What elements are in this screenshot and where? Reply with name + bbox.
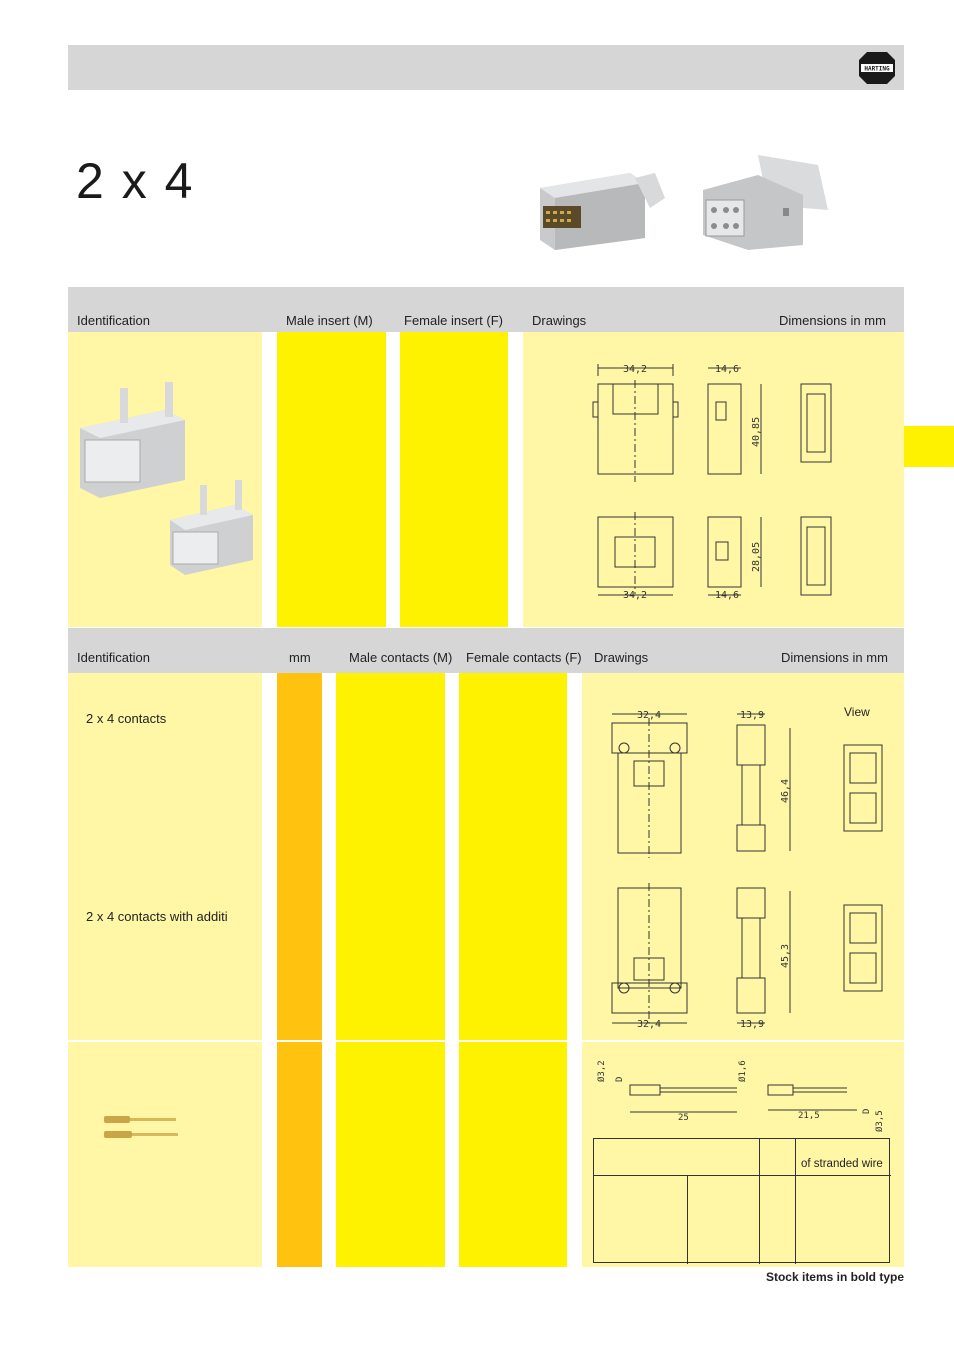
section1-male-cell — [277, 332, 386, 627]
section1-col-male: Male insert (M) — [286, 313, 373, 328]
wire-table-vline-3 — [687, 1175, 688, 1264]
dim-d3: Ø3,5 — [875, 1110, 885, 1132]
section2-col-drawings: Drawings — [594, 650, 649, 665]
product-photo-female — [698, 150, 838, 255]
wire-table-cell-stranded: of stranded wire — [801, 1158, 883, 1170]
dim-height-a: 46,4 — [780, 778, 791, 803]
dim-d2: Ø1,6 — [738, 1060, 748, 1082]
section2-drawings — [582, 673, 904, 1040]
header-bar — [68, 45, 904, 90]
section1-col-identification: Identification — [77, 313, 150, 328]
section1-col-drawings: Drawings — [532, 313, 587, 328]
dim-d-label-female: D — [862, 1108, 872, 1114]
section1-col-female: Female insert (F) — [404, 313, 503, 328]
wire-table-hline — [594, 1175, 891, 1176]
section2-header — [68, 628, 904, 673]
section1-gap-3 — [508, 332, 523, 627]
section1-gap-2 — [386, 332, 400, 627]
dim-len-male: 25 — [678, 1113, 689, 1123]
dim-d-label-male: D — [615, 1076, 625, 1082]
dim-height-bottom: 28,05 — [751, 541, 762, 572]
contacts-photo — [100, 1112, 182, 1149]
dim-d1: Ø3,2 — [597, 1060, 607, 1082]
chapter-tab — [904, 426, 954, 467]
section2-col-mm: mm — [289, 650, 311, 665]
wire-table — [593, 1138, 890, 1263]
dim-depth-a: 13,9 — [740, 710, 765, 721]
section1-header — [68, 287, 904, 332]
section1-drawings — [523, 332, 904, 627]
section2-col-identification: Identification — [77, 650, 150, 665]
section2-female-cell — [459, 673, 567, 1267]
row2-label: 2 x 4 contacts with additi — [86, 909, 228, 924]
section1-female-cell — [400, 332, 508, 627]
product-photo-male — [535, 158, 685, 258]
row1-label: 2 x 4 contacts — [86, 711, 167, 726]
section2-male-cell — [336, 673, 445, 1267]
section2-col-dimensions: Dimensions in mm — [781, 650, 888, 665]
section2-col-male: Male contacts (M) — [349, 650, 453, 665]
dim-height-top: 40,85 — [751, 416, 762, 447]
dim-len-female: 21,5 — [798, 1111, 820, 1121]
dim-depth-bottom: 14,6 — [715, 590, 740, 601]
harting-logo-icon — [857, 50, 897, 86]
page-title: 2 x 4 — [76, 153, 195, 209]
dim-width-a: 32,4 — [637, 710, 662, 721]
wire-table-vline-1 — [759, 1139, 760, 1264]
section2-col-female: Female contacts (F) — [466, 650, 582, 665]
dim-width-bottom: 34,2 — [623, 590, 648, 601]
dim-depth-b: 13,9 — [740, 1019, 765, 1030]
view-label: View — [844, 705, 870, 719]
section2-ident-cell — [68, 673, 262, 1267]
section1-gap-1 — [262, 332, 277, 627]
wire-table-vline-2 — [795, 1139, 796, 1264]
logo-text: HARTING — [864, 65, 890, 73]
dim-width-b: 32,4 — [637, 1019, 662, 1030]
dim-width-top: 34,2 — [623, 364, 648, 375]
section1-col-dimensions: Dimensions in mm — [779, 313, 886, 328]
dim-depth-top: 14,6 — [715, 364, 740, 375]
footer-note: Stock items in bold type — [765, 1270, 904, 1284]
section2-mm-cell — [277, 673, 322, 1267]
section1-insert-photo — [75, 380, 260, 585]
dim-height-b: 45,3 — [780, 943, 791, 968]
